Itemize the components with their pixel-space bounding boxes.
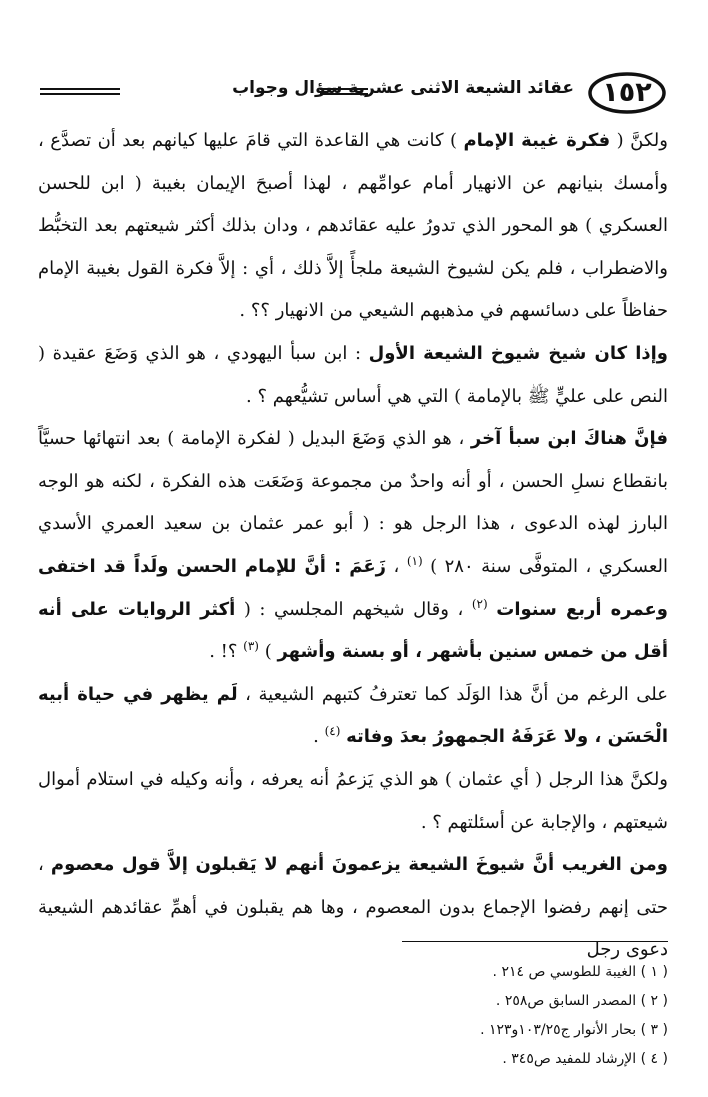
bold-text: فإنَّ هناكَ ابن سبأ آخر [470,428,668,450]
text-run: ) كانت هي القاعدة التي قامَ عليها كيانهم بعد أن تصدَّع ، وأمسك بنيانهم عن الانهيار أمام عوامِّهم ، لهذا أصبحَ الإيمان بغيبة ( ابن للحسن العسكري ) هو المحور الذي تدورُ عليه عقائدهم ، ودان بذلك أكثر شيعتهم بعد التخبُّط والاضطراب ، فلم يكن لشيوخ الشيعة ملجأً إلاَّ ذلك ، أي : إلاَّ فكرة القول بغيبة الإمام حفاظاً على دسائسهم في مذهبهم الشيعي من الانهيار ؟؟ . [38,130,668,322]
text-run: ، حتى إنهم رفضوا الإجماع بدون المعصوم ، وها هم يقبلون في أهمِّ عقائدهم الشيعية دعوى رجل [38,854,668,961]
footnote-separator [402,941,668,942]
bold-text: أكثر الروايات على أنه أقل من خمس سنين بأشهر ، أو بسنة وأشهر [38,598,668,663]
paragraph-4 [38,674,668,759]
text-run: ، [386,555,407,577]
bold-text: فكرة غيبة الإمام [463,130,611,151]
text-run: ، وقال شيخهم المجلسي : ( [235,598,472,620]
running-title: عقائد الشيعة الاثنى عشرية سؤال وجواب [232,78,574,98]
page-number: ١٥٢ [602,77,652,108]
text-run: ) [258,641,278,663]
main-text [38,120,668,972]
bold-text: زَعَمَ : أنَّ للإمام الحسن ولَداً قد اختفى وعمره أربع سنوات [38,555,669,620]
footnote-2: ( ٢ ) المصدر السابق ص٢٥٨ . [495,993,668,1009]
footnote-4: ( ٤ ) الإرشاد للمفيد ص٣٤٥ . [502,1051,668,1067]
bold-text: وإذا كان شيخ شيوخ الشيعة الأول [368,342,668,364]
text-run: ولكنَّ ( [610,130,668,151]
paragraph-3 [38,418,668,674]
footnote-marker: (١) [406,553,423,568]
footnotes [200,958,668,1074]
text-run: ؟! . [209,641,244,663]
footnote-1: ( ١ ) الغيبة للطوسي ص ٢١٤ . [492,964,668,980]
text-run [488,599,497,620]
paragraph-2 [38,333,668,418]
paragraph-5 [38,759,668,844]
paragraph-1 [38,120,668,333]
footnote-3: ( ٣ ) بحار الأنوار ج١٠٣/٢٥و١٢٣ . [480,1022,668,1038]
footnote-marker: (٣) [243,639,259,654]
bold-text: ومن الغريب أنَّ شيوخَ الشيعة يزعمونَ أنهم لا يَقبلون إلاَّ قول معصوم [50,854,668,876]
page-number-badge [586,70,668,116]
text-run: : ابن سبأ اليهودي ، هو الذي وَضَعَ عقيدة ( النص على عليٍّ ﷺ بالإمامة ) التي هي أساس تشيُّعهم ؟ . [38,342,668,407]
bold-text: لَم يظهر في حياة أبيه الْحَسَن ، ولا عَرَفَهُ الجمهورُ بعدَ وفاته [38,683,668,748]
page-header [40,66,668,120]
text-run: ، هو الذي وَضَعَ البديل ( لفكرة الإمامة ) بعد انتهائها حسيَّاً بانقطاع نسلِ الحسن ، أو أنه واحدٌ من مجموعة وَضَعَت هذه الفكرة ، لكنه هو الوجه البارز لهذه الدعوى ، هذا الرجل هو : ( أبو عمر عثمان بن سعيد العمري الأسدي العسكري ، المتوفَّى سنة ٢٨٠ ) [38,428,668,577]
footnote-marker: (٤) [324,724,341,739]
text-run: على الرغم من أنَّ هذا الوَلَد كما تعترفُ كتبهم الشيعية ، [237,683,668,705]
text-run: ولكنَّ هذا الرجل ( أي عثمان ) هو الذي يَزعمُ أنه يعرفه ، وأنه وكيله في استلام أموال شيعتهم ، والإجابة عن أسئلتهم ؟ . [38,768,668,833]
paragraph-6 [38,844,668,972]
header-rule-left [40,88,120,96]
footnote-marker: (٢) [471,596,488,611]
text-run: . [313,726,325,748]
